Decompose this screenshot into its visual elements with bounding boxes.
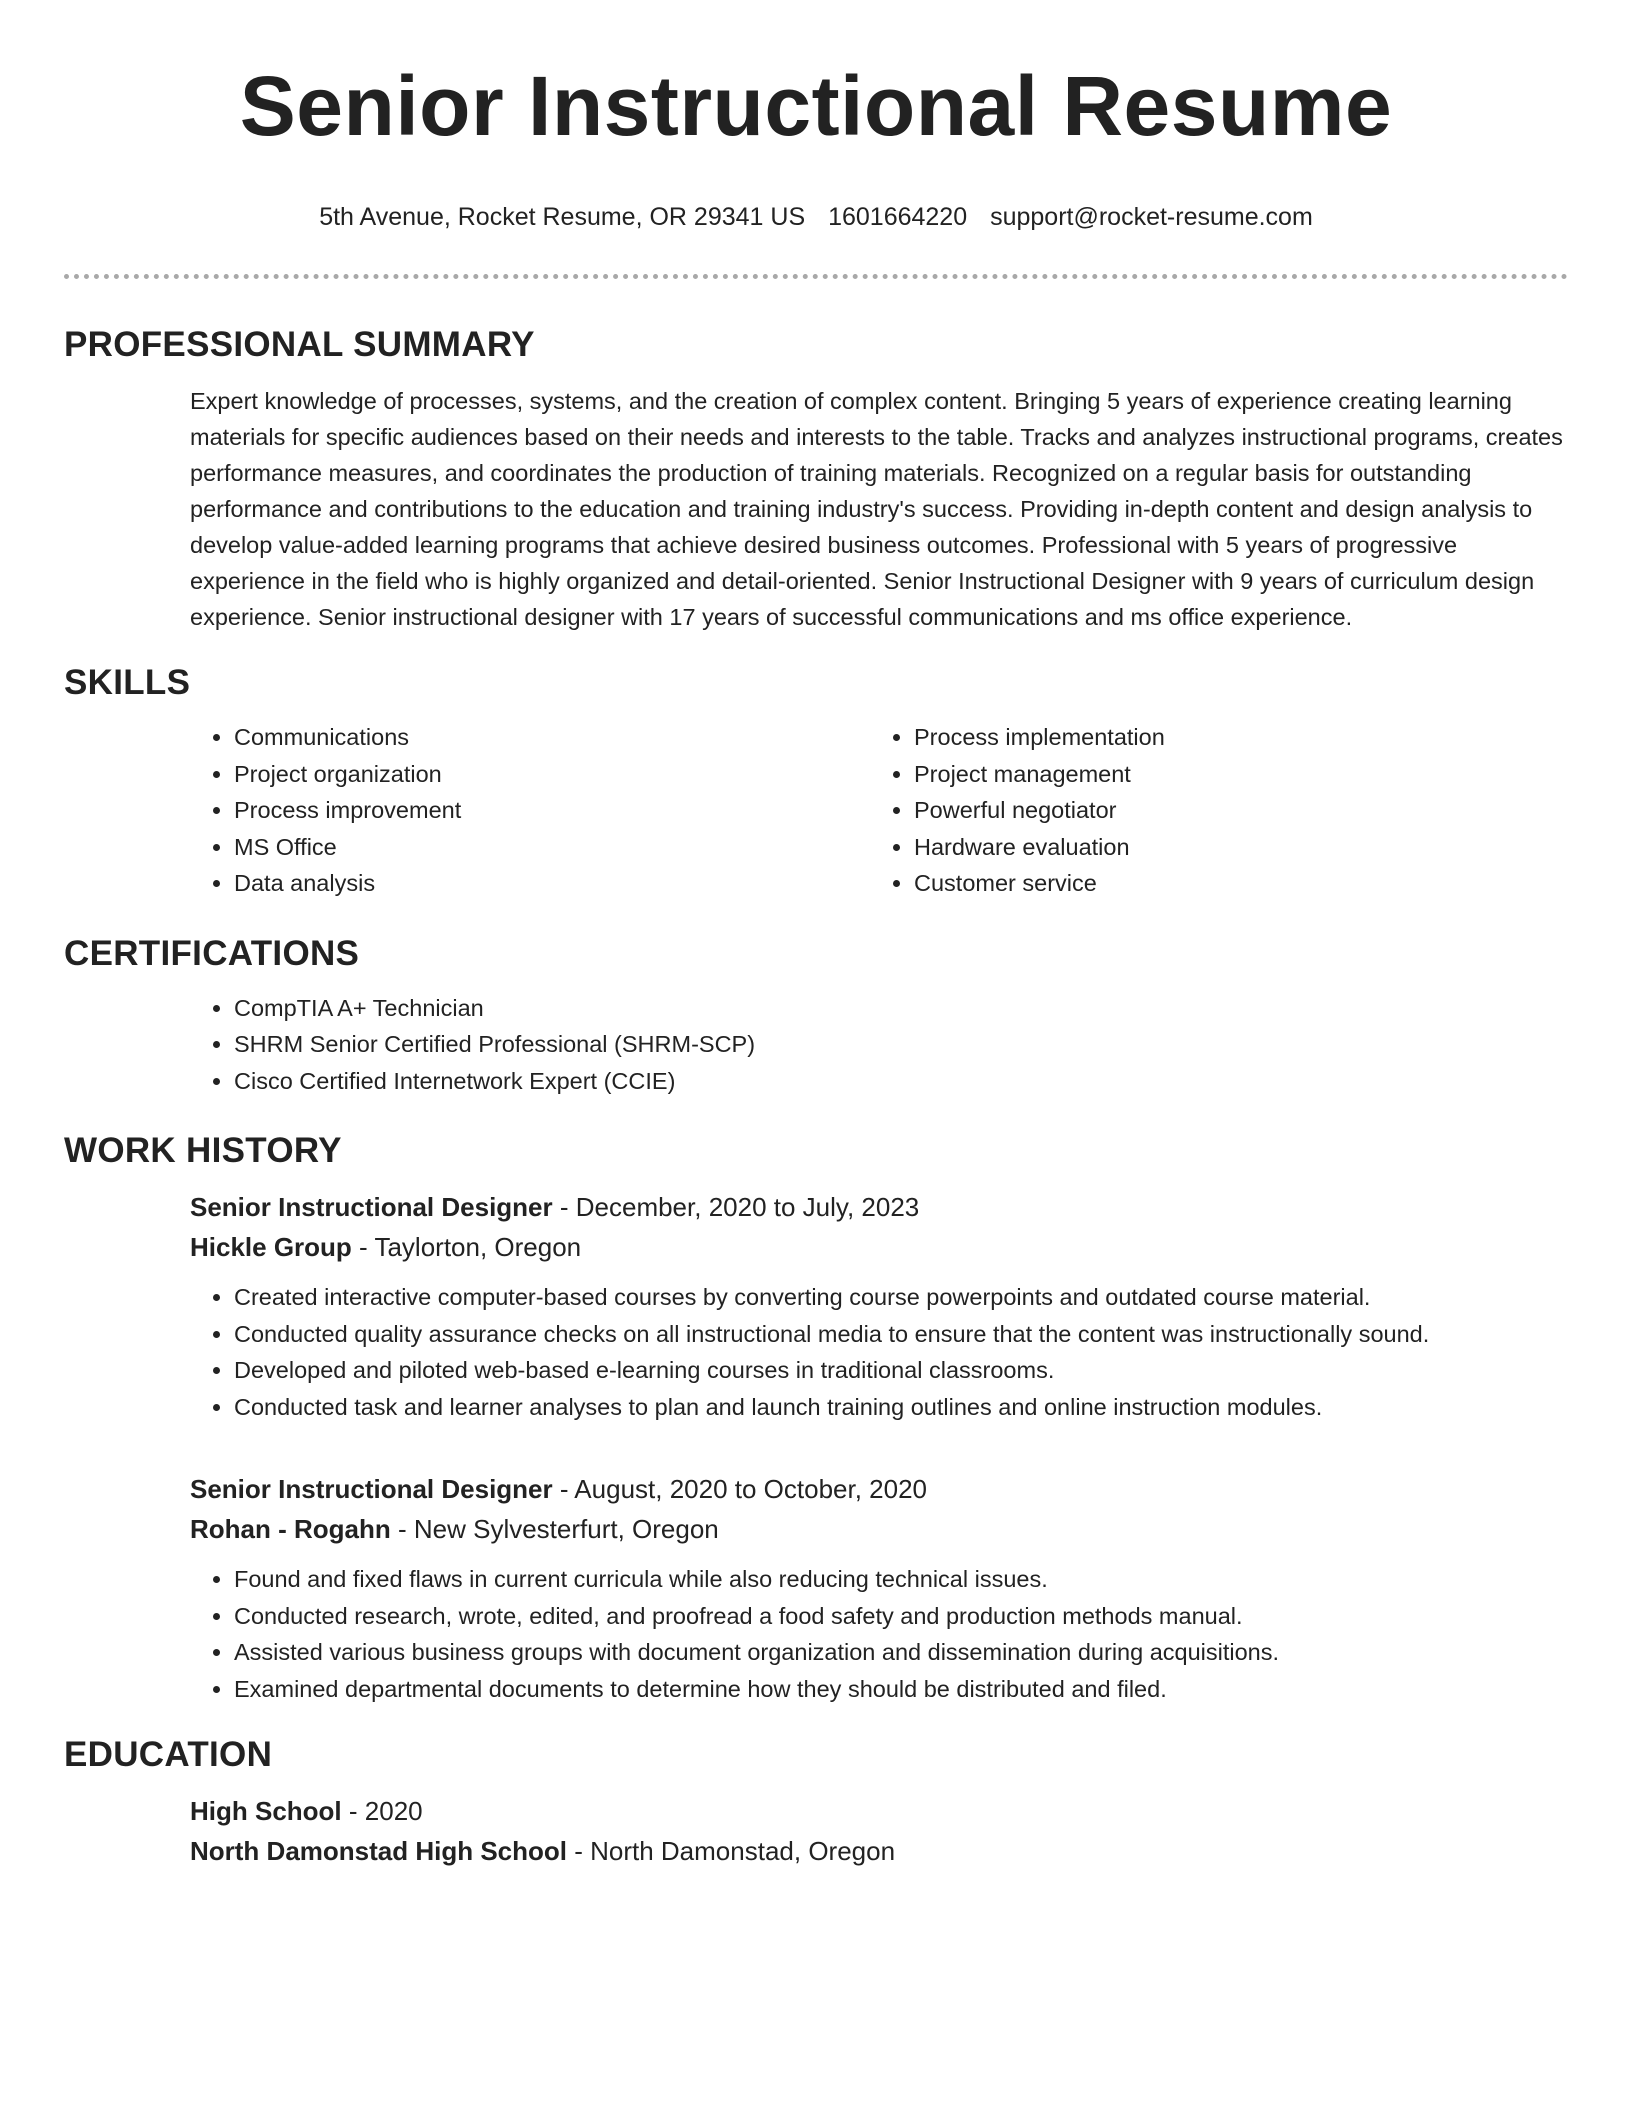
work-history-heading: WORK HISTORY <box>64 1131 342 1170</box>
certification-item: • SHRM Senior Certified Professional (SHRM-SCP) <box>234 1026 1568 1063</box>
skill-item: • Powerful negotiator <box>914 792 1568 829</box>
job-company: Hickle Group <box>190 1232 352 1262</box>
certification-item: • CompTIA A+ Technician <box>234 990 1568 1027</box>
job-bullet: • Conducted quality assurance checks on all instructional media to ensure that the content was instructionally sound. <box>234 1316 1568 1353</box>
skill-item: • Process improvement <box>234 792 870 829</box>
education-entry <box>64 1791 1568 1871</box>
job-bullets <box>190 1561 1568 1707</box>
skill-item: • Customer service <box>914 865 1568 902</box>
resume-title: Senior Instructional Resume <box>239 59 1393 153</box>
summary-block <box>64 383 1568 635</box>
header-divider <box>64 274 1568 279</box>
job-bullet: • Examined departmental documents to determine how they should be distributed and filed. <box>234 1671 1568 1708</box>
skill-item: • Hardware evaluation <box>914 829 1568 866</box>
skill-item: • Project management <box>914 756 1568 793</box>
certifications-list <box>64 990 1568 1100</box>
contact-line <box>64 200 1568 234</box>
job-role: Senior Instructional Designer <box>190 1474 553 1504</box>
certifications-heading: CERTIFICATIONS <box>64 933 360 973</box>
skills-column-left <box>190 719 870 902</box>
contact-address: 5th Avenue, Rocket Resume, OR 29341 US <box>319 203 806 231</box>
job-company: Rohan - Rogahn <box>190 1514 391 1544</box>
job-entry <box>64 1469 1568 1707</box>
skill-item: • Data analysis <box>234 865 870 902</box>
job-bullet: • Developed and piloted web-based e-learning courses in traditional classrooms. <box>234 1352 1568 1389</box>
job-bullet: • Found and fixed flaws in current curricula while also reducing technical issues. <box>234 1561 1568 1598</box>
education-degree: High School <box>190 1796 342 1826</box>
job-bullet: • Conducted research, wrote, edited, and proofread a food safety and production methods manual. <box>234 1598 1568 1635</box>
summary-text: Expert knowledge of processes, systems, and the creation of complex content. Bringing 5 years of experience creating learning materials for specific audiences based on their needs and interests to the table. Tracks and analyzes instructional programs, creates performance measures, and coordinates the production of training materials. Recognized on a regular basis for outstanding performance and contributions to the education and training industry's success. Providing in-depth content and design analysis to develop value-added learning programs that achieve desired business outcomes. Professional with 5 years of progressive experience in the field who is highly organized and detail-oriented. Senior Instructional Designer with 9 years of curriculum design experience. Senior instructional designer with 17 years of successful communications and ms office experience. <box>190 388 1563 630</box>
job-bullet: • Assisted various business groups with document organization and dissemination during acquisitions. <box>234 1634 1568 1671</box>
job-company-line <box>190 1509 1568 1549</box>
education-degree-line <box>190 1791 1568 1831</box>
job-company-line <box>190 1227 1568 1267</box>
education-school-line <box>190 1831 1568 1871</box>
job-bullet: • Conducted task and learner analyses to plan and launch training outlines and online instruction modules. <box>234 1389 1568 1426</box>
certification-item: • Cisco Certified Internetwork Expert (CCIE) <box>234 1063 1568 1100</box>
certifications-bullets <box>190 990 1568 1100</box>
job-bullet: • Created interactive computer-based courses by converting course powerpoints and outdated course material. <box>234 1279 1568 1316</box>
skills-column-right <box>870 719 1568 902</box>
job-entry <box>64 1187 1568 1425</box>
job-title-line <box>190 1187 1568 1227</box>
job-title-line <box>190 1469 1568 1509</box>
job-dates: - December, 2020 to July, 2023 <box>552 1192 920 1222</box>
education-heading: EDUCATION <box>64 1735 273 1774</box>
skill-item: • Project organization <box>234 756 870 793</box>
job-location: - New Sylvesterfurt, Oregon <box>390 1514 719 1544</box>
skills-heading: SKILLS <box>64 663 191 702</box>
skill-item: • MS Office <box>234 829 870 866</box>
contact-phone: 1601664220 <box>828 203 968 231</box>
contact-email: support@rocket-resume.com <box>990 203 1313 231</box>
education-year: - 2020 <box>341 1796 423 1826</box>
skills-list <box>64 719 1568 902</box>
job-dates: - August, 2020 to October, 2020 <box>552 1474 928 1504</box>
education-school: North Damonstad High School <box>190 1836 567 1866</box>
job-location: - Taylorton, Oregon <box>351 1232 582 1262</box>
skill-item: • Process implementation <box>914 719 1568 756</box>
job-role: Senior Instructional Designer <box>190 1192 553 1222</box>
skill-item: • Communications <box>234 719 870 756</box>
summary-heading: PROFESSIONAL SUMMARY <box>64 325 535 364</box>
job-bullets <box>190 1279 1568 1425</box>
education-location: - North Damonstad, Oregon <box>567 1836 896 1866</box>
